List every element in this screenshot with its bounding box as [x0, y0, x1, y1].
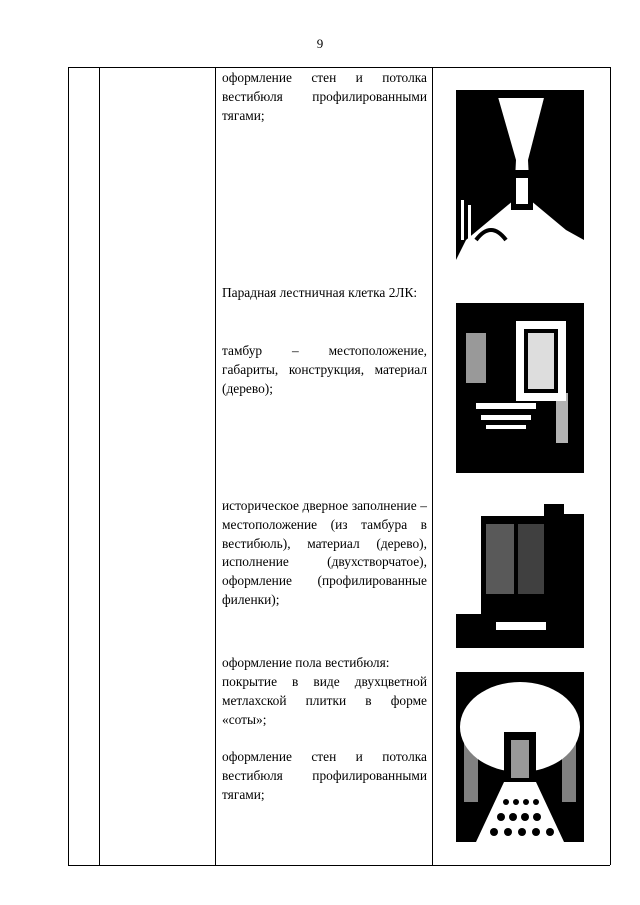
table-column-border — [68, 67, 69, 865]
page-number: 9 — [316, 36, 324, 51]
table-top-border — [68, 67, 610, 68]
table-column-border — [99, 67, 100, 865]
text-block: тамбур – местоположение, габариты, конструкция, материал (дерево); — [222, 343, 427, 396]
text-block: оформление стен и потолка вестибюля профилированными тягами; — [222, 70, 427, 123]
double-door-photo — [456, 494, 584, 648]
corridor-photo — [456, 90, 584, 260]
text-block: оформление пола вестибюля: — [222, 655, 390, 670]
text-block: оформление стен и потолка вестибюля профилированными тягами; — [222, 749, 427, 802]
text-block: Парадная лестничная клетка 2ЛК: — [222, 285, 418, 300]
text-block: покрытие в виде двухцветной метлахской плитки в форме «соты»; — [222, 674, 427, 727]
text-block: историческое дверное заполнение – местоположение (из тамбура в вестибюль), материал (дерево), исполнение (двухстворчатое), оформление (профилированные филенки); — [222, 498, 427, 607]
table-bottom-border — [68, 865, 610, 866]
table-column-border — [432, 67, 433, 865]
tiled-floor-vestibule-photo — [456, 672, 584, 842]
table-column-border — [610, 67, 611, 865]
table-column-border — [215, 67, 216, 865]
vestibule-doorway-photo — [456, 303, 584, 473]
